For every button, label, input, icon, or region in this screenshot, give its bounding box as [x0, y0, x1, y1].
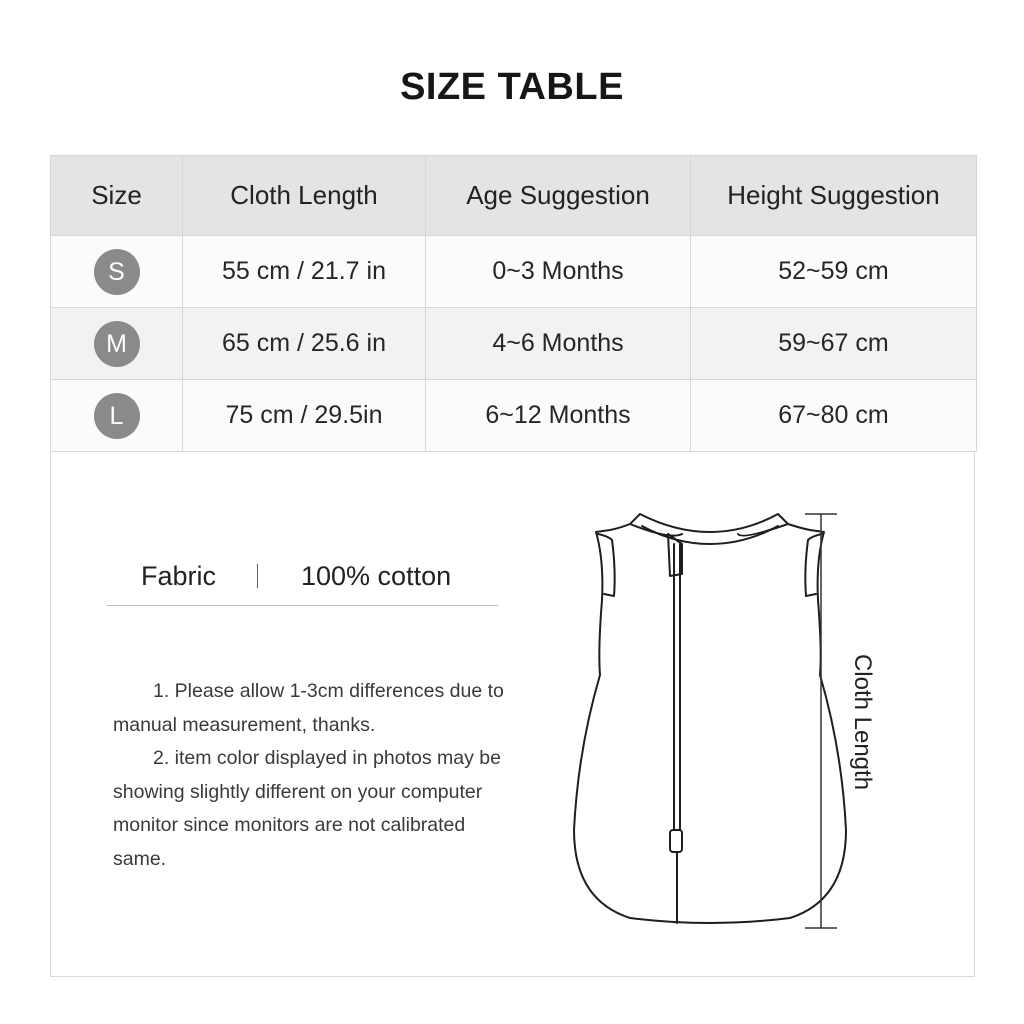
- size-cell: [51, 380, 183, 452]
- cloth-length-cell: 65 cm / 25.6 in: [183, 308, 426, 380]
- cloth-length-cell: 55 cm / 21.7 in: [183, 236, 426, 308]
- header-cloth-length: Cloth Length: [183, 156, 426, 236]
- header-age-suggestion: Age Suggestion: [426, 156, 691, 236]
- age-cell: 6~12 Months: [426, 380, 691, 452]
- fabric-row: [107, 555, 498, 606]
- table-header-row: [51, 156, 977, 236]
- table-row: [51, 236, 977, 308]
- cloth-length-cell: 75 cm / 29.5in: [183, 380, 426, 452]
- collar: [642, 526, 778, 544]
- size-badge: M: [94, 321, 140, 367]
- sleep-sack-diagram: [560, 500, 860, 940]
- zipper-pull: [670, 830, 682, 852]
- left-arm-band: [598, 534, 615, 596]
- age-cell: 4~6 Months: [426, 308, 691, 380]
- header-height-suggestion: Height Suggestion: [691, 156, 977, 236]
- fabric-divider: [257, 564, 258, 588]
- size-cell: [51, 308, 183, 380]
- right-arm-band: [805, 534, 822, 596]
- height-cell: 67~80 cm: [691, 380, 977, 452]
- fabric-label: Fabric: [141, 561, 217, 591]
- header-size: Size: [51, 156, 183, 236]
- table-row: [51, 308, 977, 380]
- zipper: [674, 544, 680, 830]
- notes: [113, 675, 513, 876]
- fabric-value: 100% cotton: [301, 561, 452, 591]
- size-badge: L: [94, 393, 140, 439]
- dimension-text: Cloth Length: [849, 653, 876, 791]
- size-cell: [51, 236, 183, 308]
- size-badge: S: [94, 249, 140, 295]
- note-item: 1. Please allow 1-3cm differences due to manual measurement, thanks.: [113, 680, 504, 736]
- note-item: 2. item color displayed in photos may be showing slightly different on your computer monitor since monitors are not calibrated same.: [113, 747, 501, 870]
- table-row: [51, 380, 977, 452]
- age-cell: 0~3 Months: [426, 236, 691, 308]
- height-cell: 52~59 cm: [691, 236, 977, 308]
- height-cell: 59~67 cm: [691, 308, 977, 380]
- page-title: SIZE TABLE: [400, 66, 624, 108]
- size-table: [50, 155, 977, 452]
